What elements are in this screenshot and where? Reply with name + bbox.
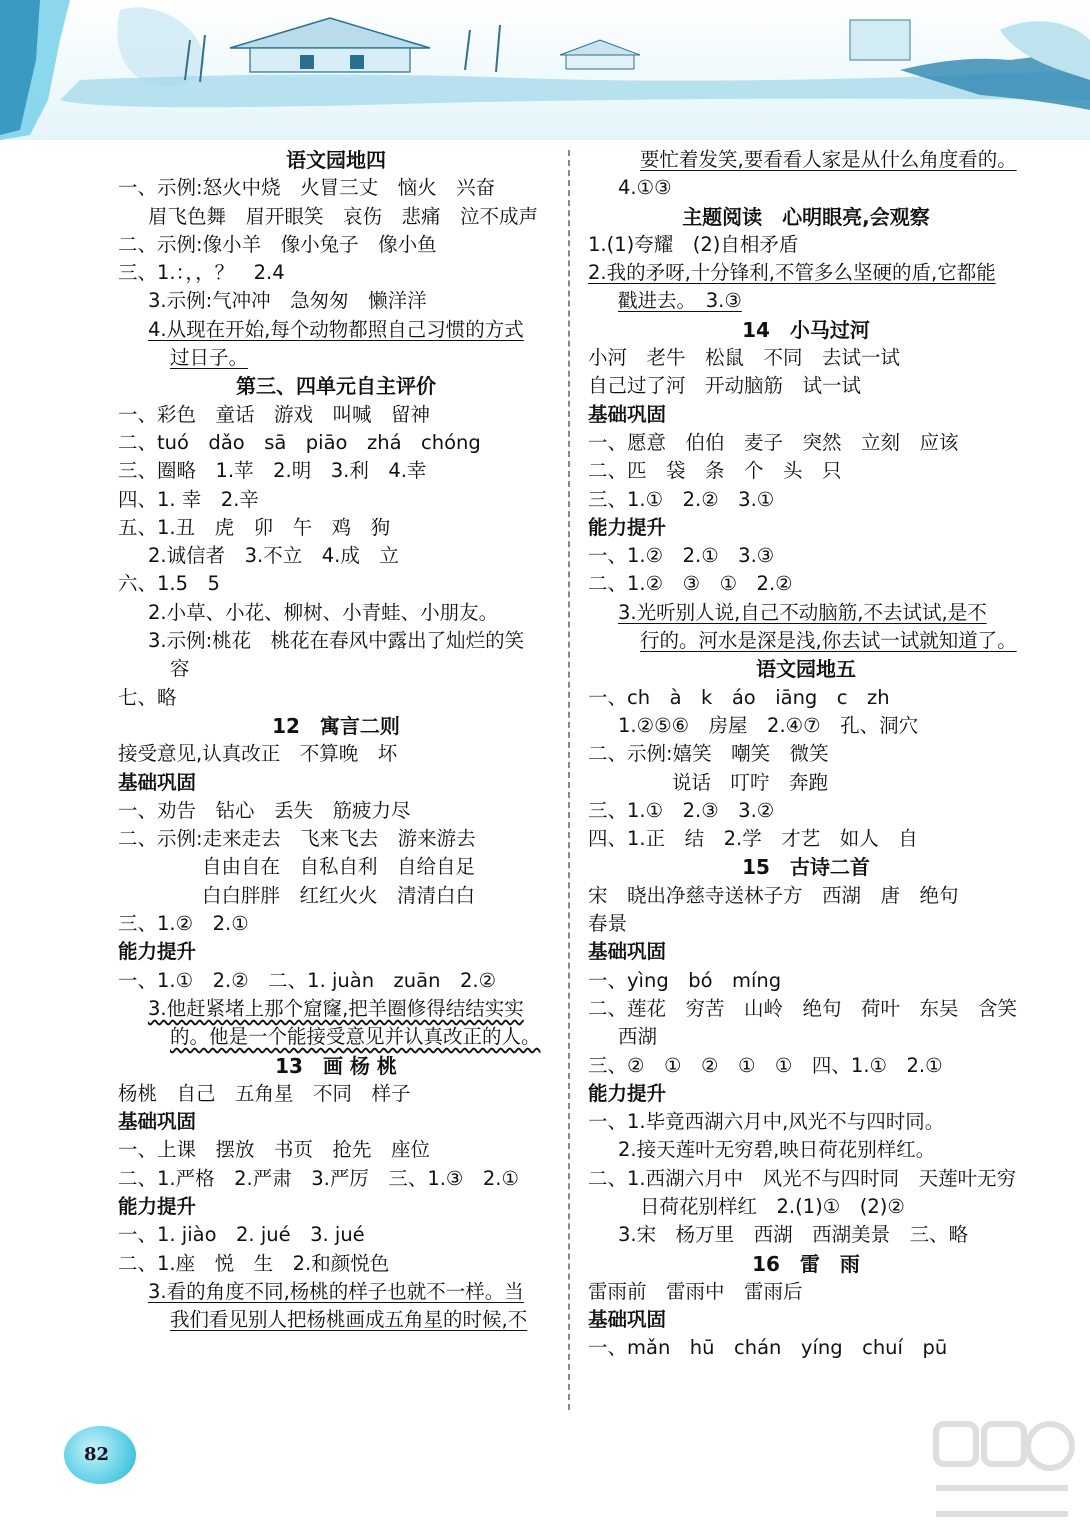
answer-line: 一、1.毕竟西湖六月中,风光不与四时同。 <box>588 1110 945 1134</box>
answer-line: 3.看的角度不同,杨桃的样子也就不一样。当 <box>148 1279 524 1303</box>
text-line <box>118 1052 554 1080</box>
answer-line: 一、示例:怒火中烧 火冒三丈 恼火 兴奋 <box>118 176 496 200</box>
text-line <box>588 570 1024 598</box>
text-line <box>588 316 1024 344</box>
text-line <box>588 627 1024 655</box>
text-line <box>588 882 1024 910</box>
subsection-label: 基础巩固 <box>118 770 197 794</box>
section-heading: 语文园地四 <box>286 148 386 172</box>
text-line <box>118 1108 554 1136</box>
text-line <box>588 1193 1024 1221</box>
answer-line: 三、圈略 1.苹 2.明 3.利 4.幸 <box>118 459 427 483</box>
text-line <box>588 712 1024 740</box>
answer-line: 1.(1)夸耀 (2)自相矛盾 <box>588 232 799 256</box>
subsection-label: 基础巩固 <box>588 940 667 964</box>
text-line <box>118 429 554 457</box>
subsection-label: 能力提升 <box>118 1194 197 1218</box>
answer-line: 二、示例:像小羊 像小兔子 像小鱼 <box>118 232 437 256</box>
answer-line: 一、彩色 童话 游戏 叫喊 留神 <box>118 402 431 426</box>
text-line <box>588 429 1024 457</box>
text-line <box>118 599 554 627</box>
text-line <box>588 174 1024 202</box>
answer-line: 三、1.① 2.③ 3.② <box>588 798 775 822</box>
answer-line: 2.小草、小花、柳树、小青蛙、小朋友。 <box>148 600 499 624</box>
text-line <box>118 882 554 910</box>
text-line <box>118 1306 554 1334</box>
answer-line: 三、1.：，，？ 2.4 <box>118 261 285 285</box>
text-line <box>588 684 1024 712</box>
text-line <box>588 1306 1024 1334</box>
text-line <box>588 853 1024 881</box>
answer-line: 自由自在 自私自利 自给自足 <box>202 855 476 879</box>
text-line <box>588 1023 1024 1051</box>
answer-line: 一、ch à k áo iāng c zh <box>588 685 890 709</box>
answer-line: 容 <box>170 657 190 681</box>
answer-line: 七、略 <box>118 685 177 709</box>
answer-line: 2.我的矛呀,十分锋利,不管多么坚硬的盾,它都能 <box>588 261 996 285</box>
text-line <box>118 910 554 938</box>
section-heading: 主题阅读 心明眼亮,会观察 <box>682 204 930 229</box>
column-divider <box>568 150 570 1410</box>
answer-line: 杨桃 自己 五角星 不同 样子 <box>118 1081 411 1105</box>
text-line <box>118 570 554 598</box>
text-line <box>588 967 1024 995</box>
text-line <box>118 316 554 344</box>
answer-line: 一、1.② 2.① 3.③ <box>588 544 775 568</box>
answer-line: 雷雨前 雷雨中 雷雨后 <box>588 1279 803 1303</box>
answer-line: 3.示例:桃花 桃花在春风中露出了灿烂的笑 <box>148 629 525 653</box>
text-line <box>588 1080 1024 1108</box>
answer-line: 春景 <box>588 912 628 936</box>
section-heading: 12 寓言二则 <box>272 713 400 738</box>
answer-line: 二、示例:嬉笑 嘲笑 微笑 <box>588 742 829 766</box>
answer-line: 3.他赶紧堵上那个窟窿,把羊圈修得结结实实 <box>148 996 524 1020</box>
answer-line: 接受意见,认真改正 不算晚 坏 <box>118 742 398 766</box>
answer-line: 3.宋 杨万里 西湖 西湖美景 三、略 <box>618 1223 969 1247</box>
text-line <box>118 372 554 400</box>
answer-line: 说话 叮咛 奔跑 <box>672 770 829 794</box>
text-line <box>588 372 1024 400</box>
subsection-label: 能力提升 <box>118 940 197 964</box>
text-line <box>118 344 554 372</box>
text-line <box>588 1278 1024 1306</box>
header-banner-illustration <box>0 0 1090 140</box>
answer-line: 二、1.② ③ ① 2.② <box>588 572 793 596</box>
text-line <box>118 1023 554 1051</box>
answer-line: 西湖 <box>618 1025 658 1049</box>
text-line <box>588 486 1024 514</box>
text-line <box>118 655 554 683</box>
answer-line: 一、mǎn hū chán yíng chuí pū <box>588 1336 948 1360</box>
text-line <box>118 457 554 485</box>
answer-line: 三、1.① 2.② 3.① <box>588 487 775 511</box>
subsection-label: 基础巩固 <box>588 402 667 426</box>
text-line <box>588 769 1024 797</box>
text-line <box>588 146 1024 174</box>
text-line <box>118 203 554 231</box>
text-line <box>118 1080 554 1108</box>
text-line <box>118 769 554 797</box>
section-heading: 13 画 杨 桃 <box>275 1053 397 1078</box>
text-line <box>588 1334 1024 1362</box>
text-line <box>588 514 1024 542</box>
answer-line: 一、1. jiào 2. jué 3. jué <box>118 1223 365 1247</box>
text-line <box>118 740 554 768</box>
text-line <box>588 910 1024 938</box>
answer-line: 3.示例:气冲冲 急匆匆 懒洋洋 <box>148 289 427 313</box>
answer-line: 戳进去。 3.③ <box>618 289 742 313</box>
text-line <box>588 344 1024 372</box>
answer-line: 三、1.② 2.① <box>118 912 249 936</box>
text-line <box>588 231 1024 259</box>
section-heading: 14 小马过河 <box>742 317 870 342</box>
answer-line: 小河 老牛 松鼠 不同 去试一试 <box>588 346 901 370</box>
text-line <box>118 995 554 1023</box>
answer-line: 二、示例:走来走去 飞来飞去 游来游去 <box>118 827 476 851</box>
subsection-label: 能力提升 <box>588 1081 667 1105</box>
text-line <box>588 1165 1024 1193</box>
answer-line: 自己过了河 开动脑筋 试一试 <box>588 374 862 398</box>
text-line <box>118 146 554 174</box>
answer-line: 白白胖胖 红红火火 清清白白 <box>202 883 476 907</box>
answer-line: 1.②⑤⑥ 房屋 2.④⑦ 孔、洞穴 <box>618 713 919 737</box>
subsection-label: 基础巩固 <box>588 1308 667 1332</box>
answer-line: 二、1.西湖六月中 风光不与四时同 天莲叶无穷 <box>588 1166 1017 1190</box>
text-line <box>588 995 1024 1023</box>
answer-line: 3.光听别人说,自己不动脑筋,不去试试,是不 <box>618 600 987 624</box>
section-heading: 15 古诗二首 <box>742 855 870 880</box>
answer-line: 一、1.① 2.② 二、1. juàn zuān 2.② <box>118 968 497 992</box>
text-line <box>118 853 554 881</box>
text-line <box>588 457 1024 485</box>
text-line <box>118 1278 554 1306</box>
text-line <box>118 797 554 825</box>
answer-line: 2.接天莲叶无穷碧,映日荷花别样红。 <box>618 1138 936 1162</box>
subsection-label: 能力提升 <box>588 515 667 539</box>
answer-line: 二、1.座 悦 生 2.和颜悦色 <box>118 1251 390 1275</box>
text-line <box>588 740 1024 768</box>
text-line <box>118 1193 554 1221</box>
page-number-badge <box>60 1420 140 1490</box>
right-column <box>588 146 1024 1363</box>
text-line <box>588 1108 1024 1136</box>
text-line <box>588 401 1024 429</box>
text-line <box>588 1136 1024 1164</box>
answer-line: 一、yìng bó míng <box>588 968 782 992</box>
text-line <box>588 287 1024 315</box>
answer-line: 的。他是一个能接受意见并认真改正的人。 <box>170 1025 541 1049</box>
answer-line: 二、匹 袋 条 个 头 只 <box>588 459 842 483</box>
answer-line: 一、愿意 伯伯 麦子 突然 立刻 应该 <box>588 430 959 454</box>
text-line <box>118 684 554 712</box>
answer-line: 我们看见别人把杨桃画成五角星的时候,不 <box>170 1308 528 1332</box>
page-number: 82 <box>84 1444 110 1465</box>
text-line <box>118 1136 554 1164</box>
text-line <box>588 938 1024 966</box>
text-line <box>588 1052 1024 1080</box>
answer-line: 4.①③ <box>618 176 672 200</box>
text-line <box>118 1250 554 1278</box>
answer-line: 2.诚信者 3.不立 4.成 立 <box>148 544 399 568</box>
text-line <box>588 259 1024 287</box>
text-line <box>588 542 1024 570</box>
answer-line: 五、1.丑 虎 卯 午 鸡 狗 <box>118 515 391 539</box>
text-line <box>588 797 1024 825</box>
text-line <box>118 1221 554 1249</box>
answer-line: 要忙着发笑,要看看人家是从什么角度看的。 <box>640 148 1017 171</box>
text-line <box>588 203 1024 231</box>
answer-line: 四、1.正 结 2.学 才艺 如人 自 <box>588 827 918 851</box>
answer-line: 一、劝告 钻心 丢失 筋疲力尽 <box>118 798 411 822</box>
text-line <box>118 825 554 853</box>
text-line <box>588 825 1024 853</box>
answer-line: 六、1.5 5 <box>118 572 220 596</box>
answer-line: 行的。河水是深是浅,你去试一试就知道了。 <box>640 629 1017 653</box>
text-line <box>588 1221 1024 1249</box>
text-line <box>118 401 554 429</box>
text-line <box>118 967 554 995</box>
answer-line: 日荷花别样红 2.(1)① (2)② <box>640 1194 905 1218</box>
section-heading: 16 雷 雨 <box>752 1251 860 1276</box>
text-line <box>118 259 554 287</box>
text-line <box>588 1250 1024 1278</box>
text-line <box>118 174 554 202</box>
text-line <box>118 542 554 570</box>
answer-watermark-logo <box>928 1418 1078 1528</box>
text-line <box>118 627 554 655</box>
subsection-label: 基础巩固 <box>118 1110 197 1134</box>
answer-line: 眉飞色舞 眉开眼笑 哀伤 悲痛 泣不成声 <box>148 204 539 228</box>
answer-line: 二、1.严格 2.严肃 3.严厉 三、1.③ 2.① <box>118 1166 519 1190</box>
text-line <box>118 486 554 514</box>
answer-line: 4.从现在开始,每个动物都照自己习惯的方式 <box>148 317 524 341</box>
answer-line: 二、莲花 穷苦 山岭 绝句 荷叶 东吴 含笑 <box>588 996 1018 1020</box>
answer-line: 三、② ① ② ① ① 四、1.① 2.① <box>588 1053 943 1077</box>
answer-line: 四、1. 幸 2.辛 <box>118 487 259 511</box>
text-line <box>118 1165 554 1193</box>
text-line <box>118 712 554 740</box>
text-line <box>118 287 554 315</box>
section-heading: 语文园地五 <box>756 657 856 682</box>
answer-line: 过日子。 <box>170 346 249 370</box>
left-column <box>118 146 554 1334</box>
answer-line: 一、上课 摆放 书页 抢先 座位 <box>118 1138 431 1162</box>
text-line <box>588 655 1024 683</box>
text-line <box>118 231 554 259</box>
text-line <box>118 514 554 542</box>
answer-line: 宋 晓出净慈寺送林子方 西湖 唐 绝句 <box>588 883 959 907</box>
text-line <box>588 599 1024 627</box>
text-line <box>118 938 554 966</box>
answer-line: 二、tuó dǎo sā piāo zhá chóng <box>118 430 481 454</box>
section-heading: 第三、四单元自主评价 <box>236 374 436 399</box>
